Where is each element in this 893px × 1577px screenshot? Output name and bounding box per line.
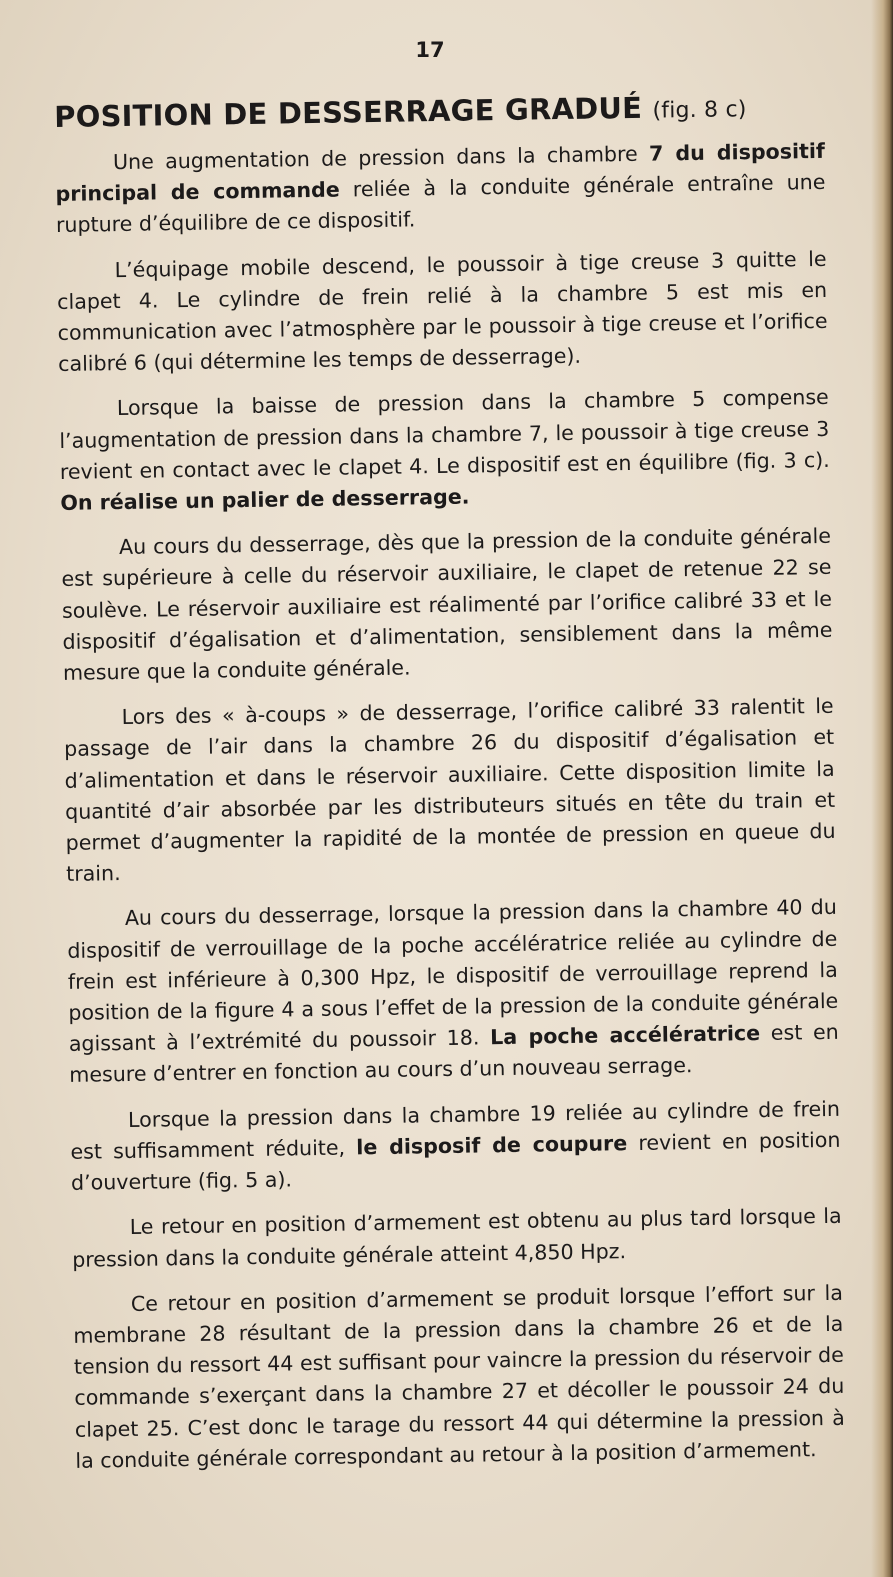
page-edge-shadow: [871, 0, 893, 1577]
text-run: Lorsque la baisse de pression dans la chambre 5 compense l’augmentation de pression dans la chambre 7, le poussoir à tige creuse 3 revient en contact avec le clapet 4. Le dispositif est en équilibre (fig. 3 c).: [59, 385, 830, 484]
bold-text-run: 7 du dispositif principal de commande: [55, 138, 826, 207]
paragraph-3: [59, 382, 831, 519]
paragraph-6: [67, 892, 840, 1091]
section-title: POSITION DE DESSERRAGE GRADUÉ: [54, 90, 643, 134]
text-run: Au cours du desserrage, dès que la pression de la conduite générale est supérieure à celle du réservoir auxiliaire, le clapet de retenue 22 se soulève. Le réservoir auxiliaire est réalimenté par l’orifice calibré 33 et le dispositif d’égalisation et d’alimentation, sensiblement dans la même mesure que la conduite générale.: [61, 524, 833, 685]
bold-text-run: On réalise un palier de desserrage.: [60, 484, 470, 515]
paragraph-9: [73, 1277, 846, 1476]
text-run: L’équipage mobile descend, le poussoir à tige creuse 3 quitte le clapet 4. Le cylindre de frein relié à la chambre 5 est mis en communication avec l’atmosphère par le poussoir à tige creuse et l’orifice calibré 6 (qui détermine les temps de desserrage).: [56, 246, 828, 377]
bold-text-run: La poche accélératrice: [489, 1021, 761, 1050]
text-run: Lorsque la pression dans la chambre 19 reliée au cylindre de frein est suffisamment réduite,: [70, 1096, 841, 1164]
bold-text-run: le disposif de coupure: [356, 1131, 628, 1160]
text-column: [54, 88, 846, 1491]
page-number: 17: [415, 38, 445, 62]
text-run: Ce retour en position d’armement se produit lorsque l’effort sur la membrane 28 résultant de la pression dans la chambre 26 et de la tension du ressort 44 est suffisant pour vaincre la pression du réservoir de commande s’exerçant dans la chambre 27 et décoller le poussoir 24 du clapet 25. C’est donc le tarage du ressort 44 qui détermine la pression à la conduite générale correspondant au retour à la position d’armement.: [73, 1280, 845, 1473]
paragraph-5: [63, 691, 836, 890]
text-run: Une augmentation de pression dans la chambre: [112, 141, 650, 175]
text-run: reliée à la conduite générale entraîne une rupture d’équilibre de ce dispositif.: [55, 170, 826, 238]
text-run: revient en position d’ouverture (fig. 5 a).: [70, 1127, 841, 1195]
text-run: Lors des « à-coups » de desserrage, l’orifice calibré 33 ralentit le passage de l’air dans la chambre 26 du dispositif d’égalisation et d’alimentation et dans le réservoir auxiliaire. Cette disposition limite la quantité d’air absorbée par les distributeurs situés en tête du train et permet d’augmenter la rapidité de la montée de pression en queue du train.: [64, 694, 836, 887]
paragraph-8: [71, 1201, 842, 1275]
text-run: Au cours du desserrage, lorsque la pression dans la chambre 40 du dispositif de verrouillage de la poche accélératrice reliée au cylindre de frein est inférieure à 0,300 Hpz, le dispositif de verrouillage reprend la position de la figure 4 a sous l’effet de la pression de la conduite générale agissant à l’extrémité du poussoir 18.: [67, 895, 839, 1057]
paragraph-1: [55, 136, 826, 242]
text-run: est en mesure d’entrer en fonction au cours d’un nouveau serrage.: [69, 1020, 839, 1088]
paragraph-2: [56, 243, 828, 380]
paragraph-7: [70, 1093, 841, 1199]
paragraph-4: [61, 521, 833, 689]
section-heading: [54, 88, 824, 134]
figure-reference: (fig. 8 c): [652, 97, 747, 124]
text-run: Le retour en position d’armement est obtenu au plus tard lorsque la pression dans la conduite générale atteint 4,850 Hpz.: [72, 1204, 842, 1272]
